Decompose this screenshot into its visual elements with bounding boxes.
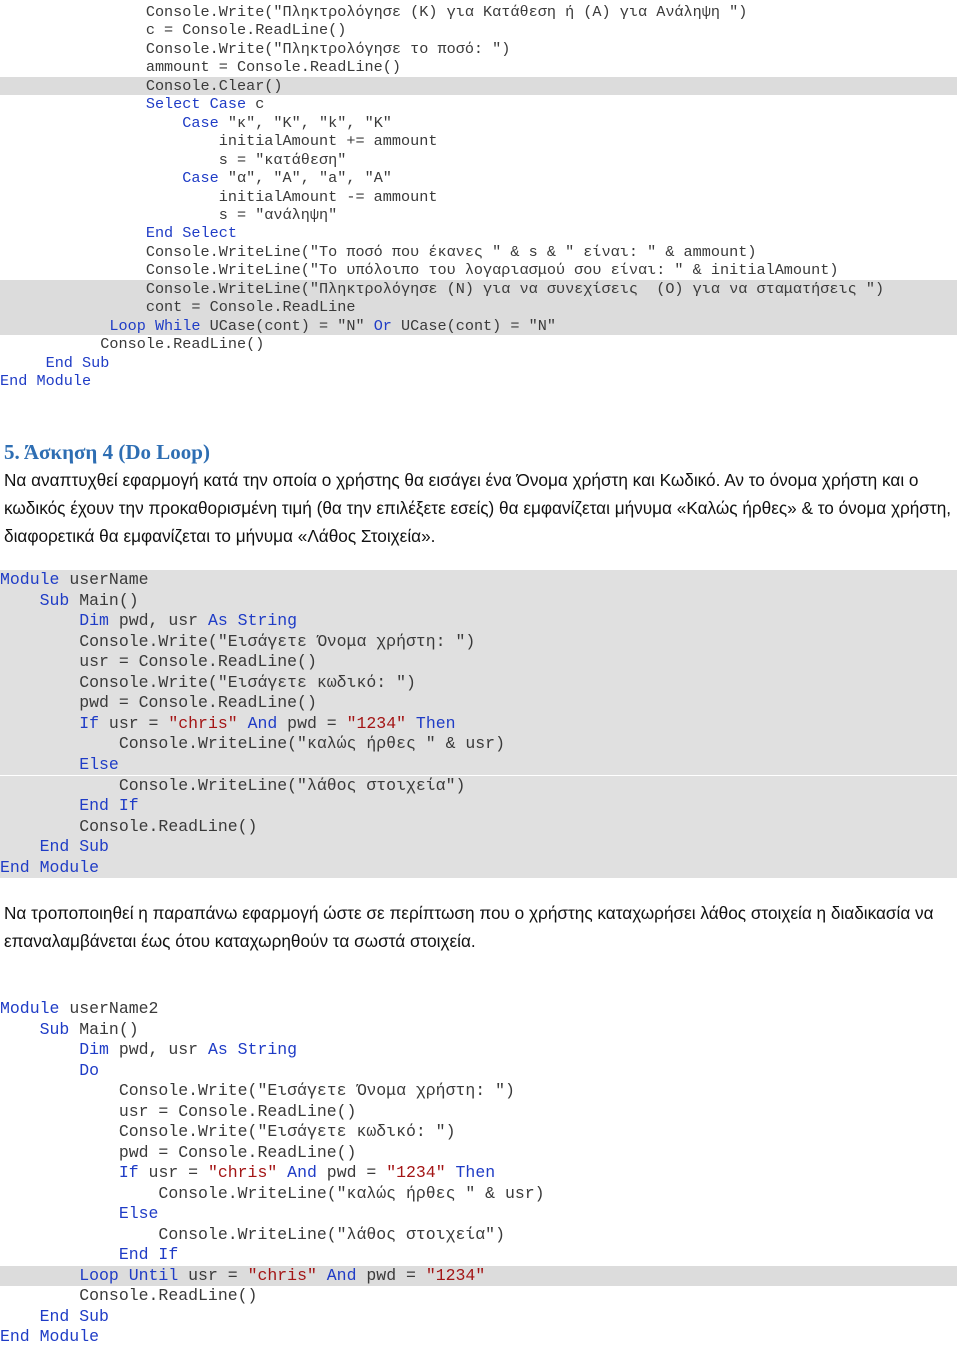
code-string: "chris" [207, 1163, 278, 1182]
code-text: cont = Console.ReadLine [0, 298, 356, 317]
code-keyword: And [287, 1163, 317, 1182]
code-keyword: Else [118, 1204, 159, 1223]
code-keyword: If [79, 713, 100, 733]
code-text: usr = [99, 713, 169, 733]
code-text: pwd, usr [108, 1040, 208, 1059]
code-text: pwd = Console.ReadLine() [0, 693, 317, 713]
code-text: Console.WriteLine("Το ποσό που έκανες " & s & " είναι: " & ammount) [0, 242, 757, 261]
code-text [0, 114, 182, 132]
code-text: Console.WriteLine("Το υπόλοιπο του λογαριασμού σου είναι: " & initialAmount) [0, 261, 839, 280]
code-text: Console.ReadLine() [0, 816, 258, 836]
code-text: pwd, usr [108, 611, 208, 631]
code-line [0, 40, 957, 58]
code-text [446, 1163, 456, 1182]
code-keyword: If [118, 1163, 139, 1182]
code-string: "chris" [247, 1265, 317, 1285]
code-text [277, 1163, 287, 1182]
code-text: Console.ReadLine() [0, 335, 265, 354]
code-text: Console.Clear() [0, 76, 283, 95]
code-line [0, 1020, 957, 1041]
code-text: pwd = [356, 1265, 426, 1285]
code-keyword: And [247, 713, 278, 733]
code-keyword: Else [79, 754, 119, 774]
code-line [0, 298, 957, 316]
code-line [0, 132, 957, 150]
code-text: Console.Write("Πληκτρολόγησε το ποσό: ") [0, 39, 511, 58]
code-line [0, 317, 957, 335]
code-text: userName [59, 570, 149, 589]
code-line [0, 1163, 957, 1184]
code-keyword: Loop While [109, 316, 201, 335]
code-text: s = "ανάληψη" [0, 205, 338, 224]
code-keyword: Loop Until [79, 1265, 179, 1285]
code-text [0, 611, 79, 630]
code-line [0, 999, 957, 1020]
code-keyword: End Module [0, 857, 100, 877]
code-text: initialAmount += ammount [0, 132, 438, 151]
code-line [0, 169, 957, 187]
code-line [0, 1266, 957, 1287]
code-text [0, 714, 79, 733]
code-text: Console.Write("Εισάγετε κωδικό: ") [0, 672, 416, 692]
code-line [0, 611, 957, 632]
code-text: Console.WriteLine("καλώς ήρθες " & usr) [0, 1183, 545, 1203]
code-line [0, 1040, 957, 1061]
code-text: Console.WriteLine("λάθος στοιχεία") [0, 1224, 505, 1244]
code-line [0, 261, 957, 279]
code-string: "1234" [386, 1163, 446, 1182]
code-line [0, 755, 957, 776]
code-text [0, 1163, 119, 1182]
code-text [0, 1307, 40, 1326]
code-keyword: Module [0, 570, 60, 589]
code-keyword: Or [373, 316, 392, 335]
code-keyword: End Module [0, 1327, 100, 1346]
code-text: "α", "Α", "a", "A" [218, 169, 392, 188]
code-keyword: End If [79, 796, 139, 816]
code-text: Console.Write("Πληκτρολόγησε (Κ) για Κατάθεση ή (Α) για Ανάληψη ") [0, 3, 748, 21]
code-line [0, 1225, 957, 1246]
code-string: "1234" [425, 1265, 486, 1285]
code-text [0, 1061, 79, 1080]
code-line [0, 1122, 957, 1143]
code-text: initialAmount -= ammount [0, 187, 438, 206]
code-text [0, 1020, 40, 1039]
code-text: Console.Write("Εισάγετε Όνομα χρήστη: ") [0, 1081, 515, 1100]
code-keyword: As String [207, 611, 298, 631]
code-line [0, 673, 957, 694]
code-keyword: End Select [145, 224, 237, 243]
code-text: pwd = [277, 713, 347, 733]
code-text: userName2 [59, 999, 159, 1018]
code-string: "1234" [346, 713, 407, 733]
code-text: Main() [69, 590, 139, 610]
code-line [0, 77, 957, 95]
modification-note: Να τροποποιηθεί η παραπάνω εφαρμογή ώστε σε περίπτωση που ο χρήστης καταχωρήσει λάθος στοιχεία η διαδικασία να επαναλαμβάνεται έως ότου καταχωρηθούν τα σωστά στοιχεία. [4, 903, 934, 951]
code-line [0, 1061, 957, 1082]
code-text [238, 714, 248, 733]
code-text [0, 95, 146, 113]
code-text [406, 714, 416, 733]
section-heading: 5. Άσκηση 4 (Do Loop) [4, 440, 210, 464]
code-text [0, 224, 146, 242]
code-keyword: Then [455, 1163, 496, 1182]
code-text: s = "κατάθεση" [0, 150, 347, 169]
code-keyword: As String [207, 1040, 298, 1059]
code-keyword: Do [79, 1060, 100, 1080]
code-keyword: Then [415, 713, 456, 733]
exercise-description: Να αναπτυχθεί εφαρμογή κατά την οποία ο χρήστης θα εισάγει ένα Όνομα χρήστη και Κωδικό. Αν το όνομα χρήστη και ο κωδικός έχουν την προκαθορισμένη τιμή (θα την επιλέξετε εσείς) θα εμφανίζεται μήνυμα «Καλώς ήρθες» & το όνομα χρήστη, διαφορετικά θα εμφανίζεται το μήνυμα «Λάθος Στοιχεία». [4, 470, 952, 546]
code-keyword: End Sub [39, 837, 109, 857]
code-text: Console.ReadLine() [0, 1286, 258, 1305]
code-line [0, 1143, 957, 1164]
code-keyword: Case [182, 169, 219, 188]
code-text [0, 1040, 79, 1059]
code-text [0, 1245, 119, 1264]
code-line [0, 1081, 957, 1102]
code-line [0, 1327, 957, 1348]
code-keyword: End Module [0, 372, 92, 390]
code-text: pwd = [316, 1163, 387, 1182]
code-line [0, 335, 957, 353]
code-line [0, 21, 957, 39]
code-keyword: Select Case [145, 95, 247, 114]
code-line [0, 1286, 957, 1307]
code-text [317, 1266, 327, 1285]
code-text [0, 755, 79, 774]
code-text: Console.WriteLine("λάθος στοιχεία") [0, 775, 466, 795]
code-text: Console.Write("Εισάγετε Όνομα χρήστη: ") [0, 631, 476, 651]
code-line [0, 151, 957, 169]
code-line [0, 3, 957, 21]
code-text [0, 1204, 119, 1223]
code-line [0, 1245, 957, 1266]
code-text [0, 796, 79, 815]
code-text [0, 317, 109, 335]
code-line [0, 1307, 957, 1328]
code-keyword: End Sub [39, 1306, 109, 1326]
code-line [0, 817, 957, 838]
code-line [0, 243, 957, 261]
code-text: usr = Console.ReadLine() [0, 1101, 357, 1121]
code-text: pwd = Console.ReadLine() [0, 1142, 357, 1162]
code-line [0, 734, 957, 755]
code-text: UCase(cont) = "N" [200, 316, 374, 335]
code-line [0, 796, 957, 817]
code-line [0, 95, 957, 113]
code-text [0, 591, 40, 610]
code-text: c = Console.ReadLine() [0, 21, 347, 40]
code-keyword: Dim [79, 611, 109, 631]
code-text: c [246, 95, 265, 114]
code-text: Console.WriteLine("Πληκτρολόγησε (Ν) για να συνεχίσεις (Ο) για να σταματήσεις ") [0, 279, 885, 298]
code-text [0, 837, 40, 856]
code-line [0, 837, 957, 858]
code-keyword: Sub [39, 1019, 70, 1039]
code-string: "chris" [168, 713, 238, 733]
code-line [0, 714, 957, 735]
code-line [0, 632, 957, 653]
code-keyword: Dim [79, 1040, 109, 1059]
code-line [0, 224, 957, 242]
code-line [0, 570, 957, 591]
code-text: "κ", "Κ", "k", "K" [218, 113, 392, 132]
code-keyword: And [326, 1265, 357, 1285]
code-keyword: Sub [39, 590, 70, 610]
code-line [0, 354, 957, 372]
code-line [0, 58, 957, 76]
code-text: ammount = Console.ReadLine() [0, 58, 402, 77]
code-text: usr = Console.ReadLine() [0, 652, 317, 672]
code-line [0, 280, 957, 298]
code-text: Console.WriteLine("καλώς ήρθες " & usr) [0, 734, 505, 754]
code-keyword: End If [118, 1245, 179, 1264]
code-text [0, 169, 182, 187]
code-line [0, 591, 957, 612]
code-line [0, 776, 957, 797]
code-line [0, 858, 957, 879]
code-keyword: Module [0, 999, 60, 1018]
code-line [0, 652, 957, 673]
code-keyword: Case [182, 113, 219, 132]
code-text: usr = [178, 1265, 248, 1285]
code-text: usr = [138, 1163, 208, 1182]
code-line [0, 206, 957, 224]
code-text [0, 1266, 79, 1285]
code-text [0, 354, 46, 372]
code-line [0, 1184, 957, 1205]
code-line [0, 114, 957, 132]
code-line [0, 1204, 957, 1225]
code-text: Main() [69, 1019, 139, 1039]
code-line [0, 1102, 957, 1123]
code-text: Console.Write("Εισάγετε κωδικό: ") [0, 1122, 456, 1141]
code-text: UCase(cont) = "N" [391, 316, 556, 335]
code-line [0, 188, 957, 206]
code-line [0, 372, 957, 390]
code-keyword: End Sub [45, 353, 110, 372]
code-line [0, 693, 957, 714]
